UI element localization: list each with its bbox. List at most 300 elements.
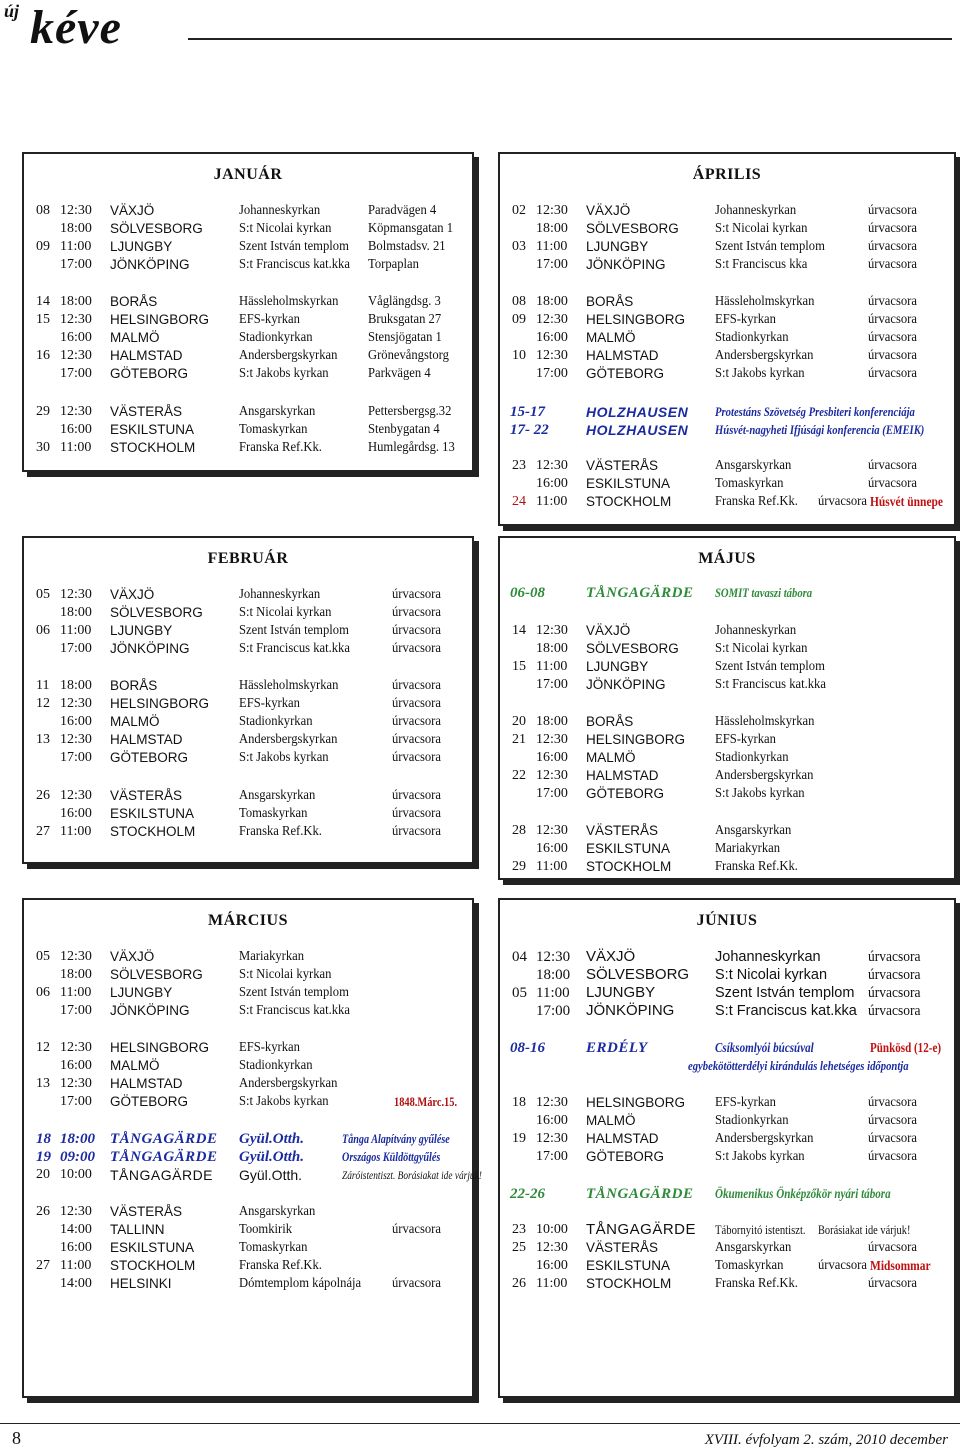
row-time: 16:00 bbox=[60, 330, 92, 345]
row-extra: úrvacsora bbox=[868, 203, 917, 218]
row-time: 17:00 bbox=[536, 1003, 571, 1019]
event-dates: 08-16 bbox=[510, 1040, 545, 1056]
row-day: 25 bbox=[512, 1240, 526, 1255]
row-day: 09 bbox=[36, 239, 50, 254]
row-time: 17:00 bbox=[536, 257, 568, 272]
row-church: Hässleholmskyrkan bbox=[715, 294, 815, 309]
footer-rule bbox=[0, 1423, 960, 1424]
row-time: 12:30 bbox=[60, 788, 92, 803]
row-time: 16:00 bbox=[536, 1113, 568, 1128]
row-church: Mariakyrkan bbox=[239, 949, 305, 964]
row-time: 17:00 bbox=[60, 1003, 92, 1018]
row-time: 16:00 bbox=[536, 330, 568, 345]
row-extra: úrvacsora bbox=[868, 330, 917, 345]
row-time: 12:30 bbox=[536, 823, 568, 838]
event-day: 18 bbox=[36, 1131, 51, 1147]
row-day: 18 bbox=[512, 1095, 526, 1110]
row-day: 23 bbox=[512, 458, 526, 473]
row-city: LJUNGBY bbox=[586, 984, 656, 1001]
row-church: S:t Jakobs kyrkan bbox=[715, 786, 805, 801]
row-time: 11:00 bbox=[536, 985, 570, 1001]
row-extra: Stensjögatan 1 bbox=[368, 330, 442, 345]
row-extra: Borásiakat ide várjuk! bbox=[818, 1222, 911, 1237]
row-day: 30 bbox=[36, 440, 50, 455]
row-church: Andersbergskyrkan bbox=[715, 1131, 814, 1146]
row-time: 16:00 bbox=[536, 1258, 568, 1273]
row-church: Ansgarskyrkan bbox=[239, 1204, 316, 1219]
row-extra: úrvacsora bbox=[392, 806, 441, 821]
month-box-aprilis bbox=[498, 152, 956, 526]
row-city: LJUNGBY bbox=[586, 239, 649, 254]
row-day: 06 bbox=[36, 623, 50, 638]
row-city: ESKILSTUNA bbox=[110, 422, 195, 437]
row-day: 08 bbox=[512, 294, 526, 309]
row-time: 18:00 bbox=[60, 678, 92, 693]
event-desc: Záróistentiszt. Borásiakat ide várjuk! bbox=[342, 1168, 482, 1182]
row-extra: Parkvägen 4 bbox=[368, 366, 431, 381]
row-extra: úrvacsora bbox=[392, 696, 441, 711]
row-day: 08 bbox=[36, 203, 50, 218]
row-church: S:t Nicolai kyrkan bbox=[715, 641, 808, 656]
row-church: Szent István templom bbox=[239, 623, 349, 638]
row-city: JÖNKÖPING bbox=[110, 641, 190, 656]
row-church: EFS-kyrkan bbox=[715, 732, 776, 747]
row-church: Szent István templom bbox=[715, 985, 855, 1001]
row-extra: úrvacsora bbox=[868, 985, 921, 1001]
row-city: ESKILSTUNA bbox=[586, 476, 671, 491]
row-city: GÖTEBORG bbox=[586, 1149, 665, 1164]
row-city: VÄXJÖ bbox=[586, 203, 631, 218]
row-day: 10 bbox=[512, 348, 526, 363]
row-extra: Stenbygatan 4 bbox=[368, 422, 440, 437]
row-day: 27 bbox=[36, 824, 50, 839]
row-church: Franska Ref.Kk. bbox=[239, 1258, 322, 1273]
row-time: 12:30 bbox=[60, 949, 92, 964]
row-extra: úrvacsora bbox=[392, 1222, 441, 1237]
row-city: GÖTEBORG bbox=[586, 786, 665, 801]
event-venue: Gyül.Otth. bbox=[239, 1149, 305, 1165]
row-church: Johanneskyrkan bbox=[715, 949, 821, 965]
row-extra: úrvacsora bbox=[868, 366, 917, 381]
row-church: EFS-kyrkan bbox=[715, 1095, 776, 1110]
event-place: TÅNGAGÄRDE bbox=[586, 1186, 694, 1202]
row-time: 12:30 bbox=[60, 587, 92, 602]
row-church: S:t Nicolai kyrkan bbox=[239, 967, 332, 982]
row-city: SÖLVESBORG bbox=[110, 221, 203, 236]
row-day: 14 bbox=[36, 294, 50, 309]
row-day: 05 bbox=[36, 949, 50, 964]
row-city: STOCKHOLM bbox=[110, 1258, 196, 1273]
row-time: 17:00 bbox=[536, 1149, 568, 1164]
month-title: ÁPRILIS bbox=[692, 166, 762, 183]
row-time: 11:00 bbox=[536, 494, 568, 509]
row-church: S:t Nicolai kyrkan bbox=[239, 605, 332, 620]
row-extra: úrvacsora bbox=[818, 1258, 867, 1273]
row-church: S:t Jakobs kyrkan bbox=[715, 366, 805, 381]
row-church: Andersbergskyrkan bbox=[239, 1076, 338, 1091]
row-church: Hässleholmskyrkan bbox=[715, 714, 815, 729]
row-church: Mariakyrkan bbox=[715, 841, 781, 856]
row-city: HALMSTAD bbox=[110, 1076, 183, 1091]
row-city: TALLINN bbox=[110, 1222, 165, 1237]
row-extra: úrvacsora bbox=[868, 949, 921, 965]
row-city: HALMSTAD bbox=[586, 768, 659, 783]
row-time: 10:00 bbox=[536, 1222, 568, 1237]
row-city: LJUNGBY bbox=[110, 239, 173, 254]
row-time: 12:30 bbox=[60, 348, 92, 363]
row-city: MALMÖ bbox=[586, 750, 636, 765]
row-church: S:t Jakobs kyrkan bbox=[239, 750, 329, 765]
row-city: MALMÖ bbox=[586, 1113, 636, 1128]
event-desc: SOMIT tavaszi tábora bbox=[715, 585, 813, 600]
row-day: 06 bbox=[36, 985, 50, 1000]
row-city: JÖNKÖPING bbox=[586, 257, 666, 272]
event-place: HOLZHAUSEN bbox=[586, 422, 689, 438]
row-day: 05 bbox=[512, 985, 527, 1001]
row-church: S:t Jakobs kyrkan bbox=[715, 1149, 805, 1164]
row-time: 11:00 bbox=[536, 239, 568, 254]
row-city: VÄXJÖ bbox=[110, 203, 155, 218]
row-church: Szent István templom bbox=[239, 985, 349, 1000]
event-day: 20 bbox=[36, 1167, 50, 1182]
row-city: VÄSTERÅS bbox=[110, 788, 183, 803]
row-extra: úrvacsora bbox=[818, 494, 867, 509]
row-church: EFS-kyrkan bbox=[239, 696, 300, 711]
row-time: 17:00 bbox=[60, 366, 92, 381]
row-church: Andersbergskyrkan bbox=[715, 348, 814, 363]
row-church: Stadionkyrkan bbox=[715, 1113, 789, 1128]
masthead-rule bbox=[188, 38, 952, 40]
event-time: 18:00 bbox=[60, 1131, 95, 1147]
row-church: S:t Nicolai kyrkan bbox=[239, 221, 332, 236]
row-church: Stadionkyrkan bbox=[239, 1058, 313, 1073]
row-time: 18:00 bbox=[536, 967, 571, 983]
row-church: S:t Franciscus kat.kka bbox=[239, 1003, 350, 1018]
row-city: STOCKHOLM bbox=[586, 1276, 672, 1291]
row-time: 18:00 bbox=[536, 714, 568, 729]
row-extra: Humlegårdsg. 13 bbox=[368, 440, 455, 455]
row-time: 18:00 bbox=[536, 294, 568, 309]
row-day: 29 bbox=[36, 404, 50, 419]
row-day: 15 bbox=[512, 659, 526, 674]
row-day: 26 bbox=[512, 1276, 526, 1291]
row-city: GÖTEBORG bbox=[110, 1094, 189, 1109]
row-time: 17:00 bbox=[60, 257, 92, 272]
row-church: EFS-kyrkan bbox=[715, 312, 776, 327]
row-day: 22 bbox=[512, 768, 526, 783]
row-time: 18:00 bbox=[536, 641, 568, 656]
row-church: Tábornyitó istentiszt. bbox=[715, 1222, 806, 1237]
row-extra: úrvacsora bbox=[392, 587, 441, 602]
row-extra: úrvacsora bbox=[392, 605, 441, 620]
row-city: STOCKHOLM bbox=[586, 859, 672, 874]
row-time: 11:00 bbox=[60, 1258, 92, 1273]
event-time: 09:00 bbox=[60, 1149, 95, 1165]
row-city: HELSINGBORG bbox=[110, 1040, 210, 1055]
row-church: Stadionkyrkan bbox=[239, 714, 313, 729]
event-day: 19 bbox=[36, 1149, 51, 1165]
row-extra: úrvacsora bbox=[868, 312, 917, 327]
event-desc: Országos Küldöttgyűlés bbox=[342, 1149, 441, 1164]
event-dates: 22-26 bbox=[510, 1186, 545, 1202]
row-extra: úrvacsora bbox=[868, 967, 921, 983]
row-church: Ansgarskyrkan bbox=[715, 1240, 792, 1255]
row-day: 14 bbox=[512, 623, 526, 638]
event-time: 10:00 bbox=[60, 1167, 92, 1182]
row-city: SÖLVESBORG bbox=[110, 967, 203, 982]
month-box-marcius bbox=[22, 898, 482, 1398]
event-place: TÅNGAGÄRDE bbox=[110, 1149, 218, 1165]
row-time: 14:00 bbox=[60, 1222, 92, 1237]
row-extra: úrvacsora bbox=[392, 714, 441, 729]
row-extra: úrvacsora bbox=[868, 1113, 917, 1128]
month-box-februar bbox=[22, 536, 474, 864]
row-city: JÖNKÖPING bbox=[110, 257, 190, 272]
row-city: JÖNKÖPING bbox=[586, 677, 666, 692]
row-time: 16:00 bbox=[536, 476, 568, 491]
row-time: 16:00 bbox=[60, 1058, 92, 1073]
row-extra: úrvacsora bbox=[392, 641, 441, 656]
row-city: MALMÖ bbox=[110, 1058, 160, 1073]
row-city: LJUNGBY bbox=[586, 659, 649, 674]
row-church: Johanneskyrkan bbox=[715, 623, 797, 638]
event-place: TÅNGAGÄRDE bbox=[586, 585, 694, 601]
row-extra: úrvacsora bbox=[868, 1276, 917, 1291]
row-city: VÄSTERÅS bbox=[586, 458, 659, 473]
row-extra: úrvacsora bbox=[392, 788, 441, 803]
row-city: SÖLVESBORG bbox=[586, 641, 679, 656]
row-day: 24 bbox=[512, 494, 526, 509]
row-city: VÄXJÖ bbox=[110, 587, 155, 602]
row-city: HELSINGBORG bbox=[586, 1095, 686, 1110]
row-time: 12:30 bbox=[60, 404, 92, 419]
row-city: HELSINGBORG bbox=[110, 312, 210, 327]
row-city: VÄXJÖ bbox=[586, 948, 636, 965]
row-church: Johanneskyrkan bbox=[239, 587, 321, 602]
row-church: Andersbergskyrkan bbox=[715, 768, 814, 783]
row-city: HELSINGBORG bbox=[586, 312, 686, 327]
row-city: VÄSTERÅS bbox=[110, 404, 183, 419]
row-time: 11:00 bbox=[60, 239, 92, 254]
row-day: 12 bbox=[36, 1040, 50, 1055]
row-church: Ansgarskyrkan bbox=[239, 788, 316, 803]
row-city: HELSINGBORG bbox=[110, 696, 210, 711]
row-city: ESKILSTUNA bbox=[586, 841, 671, 856]
event-place: TÅNGAGÄRDE bbox=[110, 1131, 218, 1147]
row-day: 15 bbox=[36, 312, 50, 327]
row-city: ESKILSTUNA bbox=[110, 806, 195, 821]
row-church: Stadionkyrkan bbox=[715, 330, 789, 345]
row-time: 18:00 bbox=[60, 221, 92, 236]
row-church: Johanneskyrkan bbox=[715, 203, 797, 218]
row-extra: úrvacsora bbox=[392, 678, 441, 693]
row-day: 12 bbox=[36, 696, 50, 711]
event-desc: Ökumenikus Önképzőkör nyári tábora bbox=[715, 1186, 891, 1201]
row-city: VÄXJÖ bbox=[110, 949, 155, 964]
row-city: TÅNGAGÄRDE bbox=[586, 1221, 697, 1238]
month-box-januar bbox=[22, 152, 474, 472]
row-time: 16:00 bbox=[60, 714, 92, 729]
issue-info: XVIII. évfolyam 2. szám, 2010 december bbox=[704, 1432, 948, 1448]
row-church: Ansgarskyrkan bbox=[715, 458, 792, 473]
event-place: ERDÉLY bbox=[586, 1040, 648, 1056]
row-extra: úrvacsora bbox=[868, 476, 917, 491]
row-church: Stadionkyrkan bbox=[715, 750, 789, 765]
row-time: 12:30 bbox=[536, 312, 568, 327]
month-title: MÁRCIUS bbox=[208, 912, 288, 929]
event-place: TÅNGAGÄRDE bbox=[110, 1167, 214, 1183]
row-day: 26 bbox=[36, 788, 50, 803]
row-church: Szent István templom bbox=[715, 659, 825, 674]
row-time: 12:30 bbox=[536, 203, 568, 218]
row-city: GÖTEBORG bbox=[110, 366, 189, 381]
row-day: 23 bbox=[512, 1222, 526, 1237]
row-city: SÖLVESBORG bbox=[110, 605, 203, 620]
row-city: MALMÖ bbox=[110, 714, 160, 729]
row-church: S:t Nicolai kyrkan bbox=[715, 221, 808, 236]
row-time: 12:30 bbox=[536, 949, 571, 965]
row-extra: úrvacsora bbox=[392, 732, 441, 747]
event-desc: Tånga Alapítvány gyűlése bbox=[342, 1131, 450, 1146]
row-day: 02 bbox=[512, 203, 526, 218]
event-dates: 06-08 bbox=[510, 585, 545, 601]
row-time: 12:30 bbox=[536, 348, 568, 363]
row-church: Tomaskyrkan bbox=[715, 1258, 784, 1273]
row-time: 18:00 bbox=[60, 967, 92, 982]
row-time: 12:30 bbox=[536, 1095, 568, 1110]
event-note: Midsommar bbox=[870, 1258, 931, 1273]
row-extra: Bruksgatan 27 bbox=[368, 312, 442, 327]
row-day: 13 bbox=[36, 732, 50, 747]
row-church: S:t Franciscus kka bbox=[715, 257, 808, 272]
row-city: BORÅS bbox=[110, 294, 158, 309]
row-city: BORÅS bbox=[586, 714, 634, 729]
row-day: 04 bbox=[512, 949, 527, 965]
row-church: S:t Franciscus kat.kka bbox=[239, 257, 350, 272]
row-church: Franska Ref.Kk. bbox=[239, 824, 322, 839]
row-time: 17:00 bbox=[60, 1094, 92, 1109]
masthead-title: kéve bbox=[30, 1, 122, 54]
row-day: 05 bbox=[36, 587, 50, 602]
row-city: ESKILSTUNA bbox=[110, 1240, 195, 1255]
row-extra: úrvacsora bbox=[868, 348, 917, 363]
row-church: Franska Ref.Kk. bbox=[715, 494, 798, 509]
row-extra: úrvacsora bbox=[868, 1003, 921, 1019]
event-desc: Csíksomlyói búcsúval bbox=[715, 1040, 814, 1055]
row-city: HELSINGBORG bbox=[586, 732, 686, 747]
row-day: 26 bbox=[36, 1204, 50, 1219]
row-time: 11:00 bbox=[60, 440, 92, 455]
row-city: LJUNGBY bbox=[110, 623, 173, 638]
month-box-majus bbox=[498, 536, 956, 880]
row-day: 13 bbox=[36, 1076, 50, 1091]
row-church: Johanneskyrkan bbox=[239, 203, 321, 218]
row-city: VÄXJÖ bbox=[586, 623, 631, 638]
row-extra: úrvacsora bbox=[868, 1095, 917, 1110]
row-day: 11 bbox=[36, 678, 50, 693]
row-time: 11:00 bbox=[536, 659, 568, 674]
row-time: 11:00 bbox=[536, 1276, 568, 1291]
row-city: GÖTEBORG bbox=[586, 366, 665, 381]
row-time: 16:00 bbox=[536, 750, 568, 765]
row-city: STOCKHOLM bbox=[586, 494, 672, 509]
row-church: S:t Jakobs kyrkan bbox=[239, 1094, 329, 1109]
row-extra: úrvacsora bbox=[868, 239, 917, 254]
row-church: S:t Franciscus kat.kka bbox=[239, 641, 350, 656]
row-city: HELSINKI bbox=[110, 1276, 172, 1291]
row-church: EFS-kyrkan bbox=[239, 1040, 300, 1055]
row-time: 18:00 bbox=[536, 221, 568, 236]
row-day: 29 bbox=[512, 859, 526, 874]
row-church: Szent István templom bbox=[715, 239, 825, 254]
row-extra: Grönevångstorg bbox=[368, 348, 449, 363]
row-church: Tomaskyrkan bbox=[239, 422, 308, 437]
row-church: Hässleholmskyrkan bbox=[239, 294, 339, 309]
row-time: 12:30 bbox=[536, 458, 568, 473]
month-box-junius bbox=[498, 898, 956, 1398]
row-extra: úrvacsora bbox=[868, 1131, 917, 1146]
row-time: 18:00 bbox=[60, 605, 92, 620]
row-city: BORÅS bbox=[586, 294, 634, 309]
row-church: Szent István templom bbox=[239, 239, 349, 254]
event-note: Pünkösd (12-e) bbox=[870, 1040, 942, 1055]
row-extra: úrvacsora bbox=[868, 294, 917, 309]
row-city: MALMÖ bbox=[110, 330, 160, 345]
row-church: Toomkirik bbox=[239, 1222, 293, 1237]
row-extra: Köpmansgatan 1 bbox=[368, 221, 454, 236]
month-title: MÁJUS bbox=[698, 550, 756, 567]
row-city: GÖTEBORG bbox=[110, 750, 189, 765]
event-venue: Gyül.Otth. bbox=[239, 1131, 305, 1147]
row-day: 09 bbox=[512, 312, 526, 327]
row-city: JÖNKÖPING bbox=[586, 1002, 675, 1019]
row-time: 16:00 bbox=[60, 422, 92, 437]
event-desc: Húsvét-nagyheti Ifjúsági konferencia (EMEIK) bbox=[715, 422, 925, 437]
row-extra: Torpaplan bbox=[368, 257, 419, 272]
row-time: 17:00 bbox=[536, 366, 568, 381]
row-time: 17:00 bbox=[60, 750, 92, 765]
row-city: JÖNKÖPING bbox=[110, 1003, 190, 1018]
row-church: Dómtemplom kápolnája bbox=[239, 1276, 362, 1291]
row-time: 11:00 bbox=[536, 859, 568, 874]
row-church: Franska Ref.Kk. bbox=[239, 440, 322, 455]
row-church: Stadionkyrkan bbox=[239, 330, 313, 345]
row-day: 20 bbox=[512, 714, 526, 729]
event-venue: Gyül.Otth. bbox=[239, 1167, 303, 1183]
row-church: Franska Ref.Kk. bbox=[715, 859, 798, 874]
row-note: Húsvét ünnepe bbox=[870, 494, 944, 509]
row-time: 11:00 bbox=[60, 623, 92, 638]
row-time: 17:00 bbox=[536, 786, 568, 801]
row-time: 17:00 bbox=[60, 641, 92, 656]
row-time: 12:30 bbox=[60, 1076, 92, 1091]
row-city: HALMSTAD bbox=[586, 1131, 659, 1146]
row-extra: úrvacsora bbox=[868, 1149, 917, 1164]
row-time: 12:30 bbox=[60, 1040, 92, 1055]
event-dates: 15-17 bbox=[510, 404, 545, 420]
row-time: 11:00 bbox=[60, 985, 92, 1000]
row-extra: Våglängdsg. 3 bbox=[368, 294, 441, 309]
row-extra: Pettersbergsg.32 bbox=[368, 404, 452, 419]
row-city: SÖLVESBORG bbox=[586, 221, 679, 236]
row-church: S:t Jakobs kyrkan bbox=[239, 366, 329, 381]
row-time: 14:00 bbox=[60, 1276, 92, 1291]
row-extra: Paradvägen 4 bbox=[368, 203, 437, 218]
row-time: 12:30 bbox=[536, 1131, 568, 1146]
row-church: Franska Ref.Kk. bbox=[715, 1276, 798, 1291]
row-extra: úrvacsora bbox=[392, 1276, 441, 1291]
row-time: 12:30 bbox=[536, 1240, 568, 1255]
